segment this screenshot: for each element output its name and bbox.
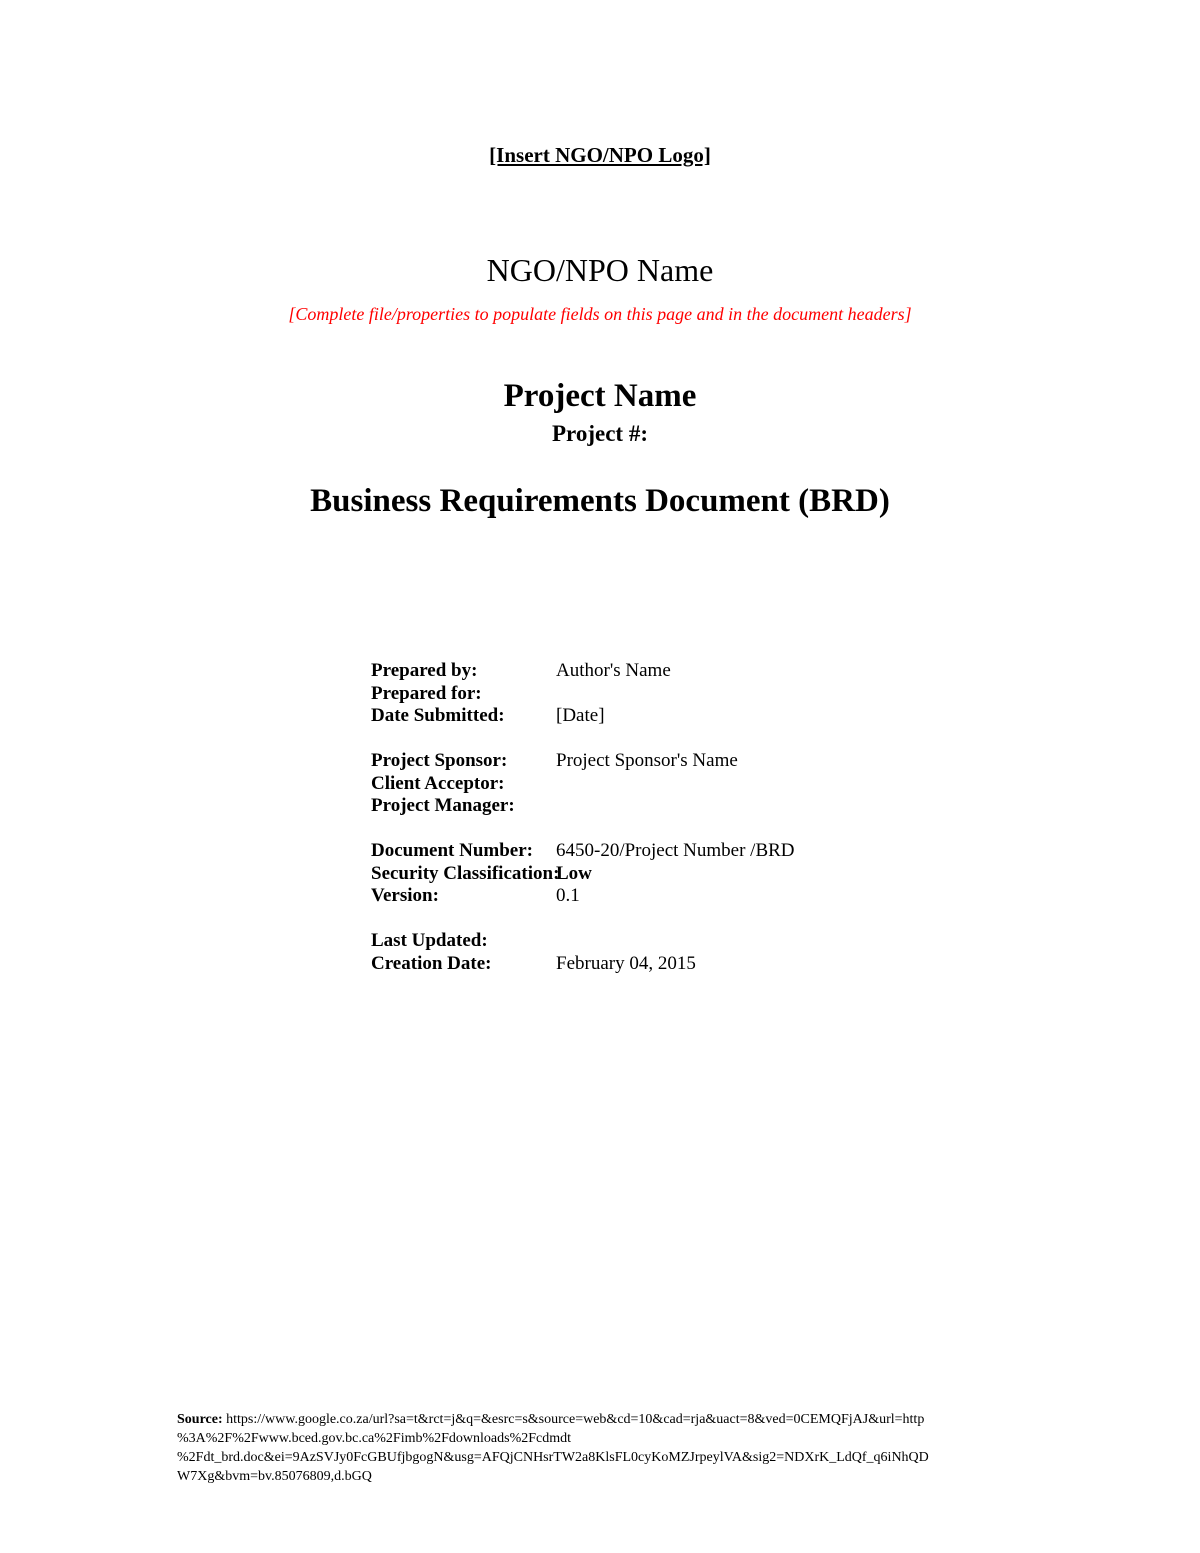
metadata-value: 0.1 [556,885,580,906]
metadata-value: Project Sponsor's Name [556,750,738,771]
project-name: Project Name [503,378,697,414]
project-number-label: Project #: [552,421,648,446]
metadata-row-last-updated [371,930,971,953]
source-line [177,1410,1037,1429]
metadata-row-project-sponsor [371,750,971,773]
document-metadata [371,660,971,998]
metadata-row-date-submitted [371,705,971,728]
source-citation [177,1410,1037,1486]
metadata-row-version [371,885,971,908]
metadata-row-client-acceptor [371,773,971,796]
metadata-label: Project Manager: [371,795,515,816]
metadata-group-preparation [371,660,971,728]
metadata-label: Document Number: [371,840,534,861]
metadata-label: Project Sponsor: [371,750,508,771]
metadata-group-stakeholders [371,750,971,818]
metadata-value: Author's Name [556,660,671,681]
metadata-value: [Date] [556,705,605,726]
metadata-label: Date Submitted: [371,705,505,726]
metadata-value: February 04, 2015 [556,952,696,974]
metadata-row-document-number [371,840,971,863]
source-line: %3A%2F%2Fwww.bced.gov.bc.ca%2Fimb%2Fdownloads%2Fcdmdt [177,1431,572,1446]
metadata-value: 6450-20/Project Number /BRD [556,840,795,861]
metadata-label: Prepared for: [371,682,482,704]
metadata-label: Version: [371,885,439,906]
instruction-note: [Complete file/properties to populate fields on this page and in the document headers] [288,304,912,324]
metadata-row-project-manager [371,795,971,818]
source-url-part: https://www.google.co.za/url?sa=t&rct=j&q=&esrc=s&source=web&cd=10&cad=rja&uact=8&ved=0CEMQFjAJ&url=http [226,1412,925,1427]
metadata-label: Last Updated: [371,930,488,951]
metadata-row-security-classification [371,863,971,886]
source-label: Source: [177,1412,223,1427]
metadata-label: Prepared by: [371,660,478,681]
metadata-label: Security Classification: [371,862,560,884]
metadata-value: Low [556,862,592,884]
source-line: %2Fdt_brd.doc&ei=9AzSVJy0FcGBUfjbgogN&usg=AFQjCNHsrTW2a8KlsFL0cyKoMZJrpeylVA&sig2=NDXrK_LdQf_q6iNhQD [177,1450,929,1465]
metadata-group-document [371,840,971,908]
logo-placeholder: [Insert NGO/NPO Logo] [489,143,711,167]
org-name: NGO/NPO Name [486,252,714,288]
source-line: W7Xg&bvm=bv.85076809,d.bGQ [177,1469,372,1484]
metadata-group-dates [371,930,971,975]
metadata-label: Client Acceptor: [371,772,505,794]
metadata-row-prepared-for [371,683,971,706]
metadata-row-creation-date [371,953,971,976]
document-title: Business Requirements Document (BRD) [310,483,890,519]
metadata-row-prepared-by [371,660,971,683]
metadata-label: Creation Date: [371,952,492,974]
